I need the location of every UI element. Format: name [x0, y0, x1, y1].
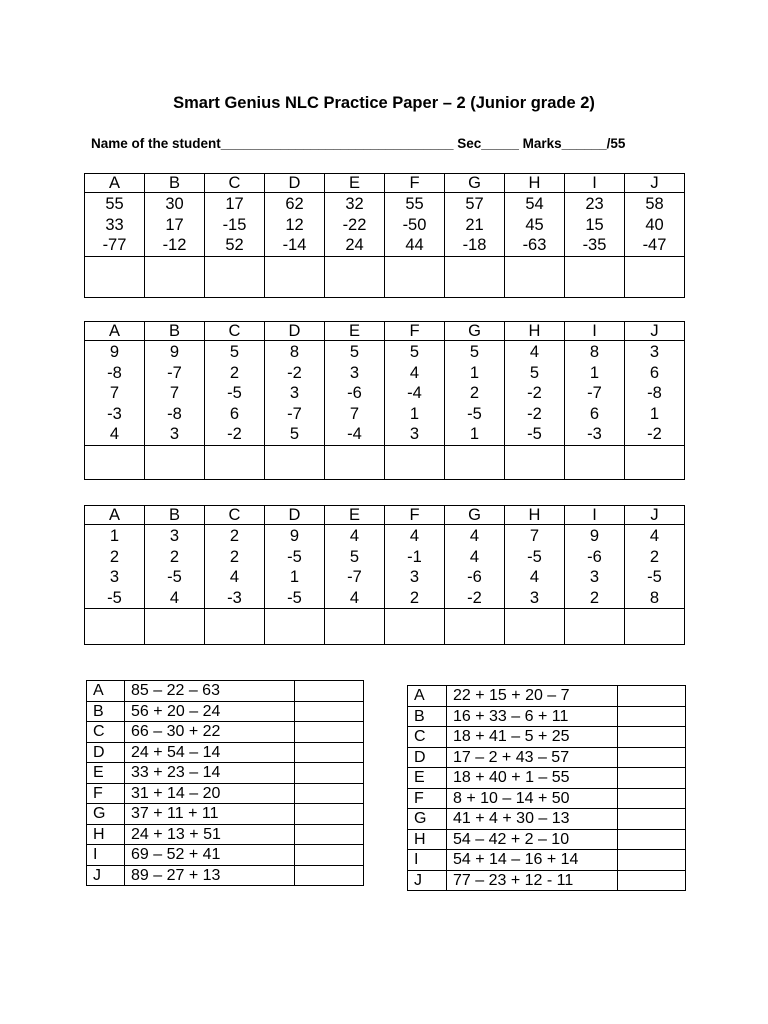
number-value: 4 [529, 343, 540, 361]
column-header: D [265, 174, 325, 193]
number-value: 21 [465, 215, 484, 234]
number-value: -12 [162, 236, 187, 254]
sum-expression: 24 + 54 – 14 [125, 742, 295, 763]
sum-row [87, 701, 364, 722]
sum-label: I [408, 850, 447, 871]
number-value: 45 [525, 215, 544, 234]
number-value: 4 [349, 527, 360, 545]
column-header: A [85, 506, 145, 525]
sum-expression: 17 – 2 + 43 – 57 [447, 747, 618, 768]
number-value: 8 [289, 343, 300, 361]
number-column [505, 341, 565, 446]
sum-answer-box[interactable] [295, 742, 364, 763]
answer-box[interactable] [445, 609, 505, 645]
column-header: F [385, 506, 445, 525]
sum-label: D [408, 747, 447, 768]
column-header: G [445, 506, 505, 525]
number-value: 17 [165, 215, 184, 234]
number-value: 4 [409, 527, 420, 545]
column-header: H [505, 174, 565, 193]
number-column [85, 193, 145, 257]
number-value: 2 [649, 547, 660, 566]
number-value: 1 [649, 404, 660, 423]
answer-box[interactable] [625, 609, 685, 645]
answer-box[interactable] [85, 609, 145, 645]
sum-expression: 16 + 33 – 6 + 11 [447, 706, 618, 727]
number-value: 2 [469, 384, 480, 402]
sum-answer-box[interactable] [295, 865, 364, 886]
sum-answer-box[interactable] [295, 845, 364, 866]
number-value: 3 [169, 527, 180, 545]
number-value: -2 [647, 425, 662, 443]
column-header: D [265, 506, 325, 525]
sum-row [408, 706, 686, 727]
sum-answer-box[interactable] [618, 727, 686, 748]
number-value: -2 [287, 363, 302, 382]
number-value: -6 [587, 547, 602, 566]
number-value: 1 [589, 363, 600, 382]
number-value: -6 [347, 384, 362, 402]
number-value: -3 [227, 588, 242, 607]
answer-box[interactable] [85, 445, 145, 479]
sum-answer-box[interactable] [295, 681, 364, 702]
number-value: 4 [229, 568, 240, 586]
number-value: -1 [407, 547, 422, 566]
sum-expression: 33 + 23 – 14 [125, 763, 295, 784]
sum-answer-box[interactable] [618, 686, 686, 707]
number-value: -77 [102, 236, 127, 254]
sum-answer-box[interactable] [295, 701, 364, 722]
answer-box[interactable] [145, 445, 205, 479]
column-header: F [385, 322, 445, 341]
number-column [325, 193, 385, 257]
number-value: 4 [349, 588, 360, 607]
number-value: 2 [229, 547, 240, 566]
number-value: -3 [587, 425, 602, 443]
page-title: Smart Genius NLC Practice Paper – 2 (Junior grade 2) [173, 94, 595, 112]
answer-box[interactable] [565, 445, 625, 479]
sum-label: B [87, 701, 125, 722]
sum-label: D [87, 742, 125, 763]
sum-label: A [408, 686, 447, 707]
column-header: C [205, 322, 265, 341]
sum-answer-box[interactable] [618, 706, 686, 727]
number-grid-3 [84, 505, 685, 645]
number-value: 2 [109, 547, 120, 566]
number-column [205, 341, 265, 446]
number-value: -2 [527, 404, 542, 423]
sum-row [87, 783, 364, 804]
column-header: J [625, 506, 685, 525]
number-value: 9 [169, 343, 180, 361]
number-column [85, 341, 145, 446]
number-value: 8 [649, 588, 660, 607]
number-column [625, 193, 685, 257]
number-value: 4 [169, 588, 180, 607]
sum-label: B [408, 706, 447, 727]
number-value: 4 [409, 363, 420, 382]
sum-expression: 66 – 30 + 22 [125, 722, 295, 743]
sum-expression: 18 + 41 – 5 + 25 [447, 727, 618, 748]
sum-row [87, 824, 364, 845]
sum-answer-box[interactable] [295, 804, 364, 825]
number-column [445, 525, 505, 609]
column-header: F [385, 174, 445, 193]
sum-row [408, 727, 686, 748]
number-value: 3 [409, 425, 420, 443]
number-column [205, 525, 265, 609]
answer-box[interactable] [385, 609, 445, 645]
sum-expression: 18 + 40 + 1 – 55 [447, 768, 618, 789]
sum-expression: 56 + 20 – 24 [125, 701, 295, 722]
sum-label: I [87, 845, 125, 866]
sum-row [87, 722, 364, 743]
number-column [625, 341, 685, 446]
number-value: 55 [405, 195, 424, 213]
sum-row [408, 870, 686, 891]
sum-label: C [408, 727, 447, 748]
number-value: 1 [409, 404, 420, 423]
answer-box[interactable] [265, 609, 325, 645]
number-value: -5 [287, 547, 302, 566]
number-value: 6 [649, 363, 660, 382]
answer-box[interactable] [85, 256, 145, 297]
number-value: -2 [527, 384, 542, 402]
answer-box[interactable] [385, 445, 445, 479]
number-value: -5 [227, 384, 242, 402]
sum-expression: 8 + 10 – 14 + 50 [447, 788, 618, 809]
number-value: 3 [109, 568, 120, 586]
number-column [85, 525, 145, 609]
column-header: I [565, 322, 625, 341]
number-value: -5 [167, 568, 182, 586]
column-header: E [325, 322, 385, 341]
sum-expression: 85 – 22 – 63 [125, 681, 295, 702]
sum-row [87, 681, 364, 702]
number-value: -7 [167, 363, 182, 382]
sum-expression: 31 + 14 – 20 [125, 783, 295, 804]
number-value: 3 [589, 568, 600, 586]
sum-label: G [87, 804, 125, 825]
number-column [265, 341, 325, 446]
number-value: 7 [109, 384, 120, 402]
number-value: 15 [585, 215, 604, 234]
number-value: 5 [409, 343, 420, 361]
number-value: -15 [222, 215, 247, 234]
number-value: 4 [649, 527, 660, 545]
sum-row [408, 809, 686, 830]
sum-row [87, 845, 364, 866]
number-value: 5 [349, 343, 360, 361]
number-value: -47 [642, 236, 667, 254]
answer-box[interactable] [565, 256, 625, 297]
sum-label: E [87, 763, 125, 784]
sum-label: J [87, 865, 125, 886]
answer-box[interactable] [505, 445, 565, 479]
answer-box[interactable] [505, 256, 565, 297]
number-value: -7 [347, 568, 362, 586]
column-header: I [565, 174, 625, 193]
number-value: 7 [349, 404, 360, 423]
sum-answer-box[interactable] [618, 809, 686, 830]
number-value: 2 [169, 547, 180, 566]
number-value: -8 [647, 384, 662, 402]
column-header: D [265, 322, 325, 341]
sum-expression: 22 + 15 + 20 – 7 [447, 686, 618, 707]
student-info-line: Name of the student_______________________________ Sec_____ Marks______/55 [91, 136, 626, 151]
column-header: H [505, 506, 565, 525]
number-column [145, 525, 205, 609]
answer-box[interactable] [325, 609, 385, 645]
number-value: 23 [585, 195, 604, 213]
number-value: 5 [289, 425, 300, 443]
number-value: -4 [347, 425, 362, 443]
number-value: 5 [229, 343, 240, 361]
answer-box[interactable] [565, 609, 625, 645]
sum-row [87, 742, 364, 763]
number-value: 1 [289, 568, 300, 586]
number-value: -50 [402, 215, 427, 234]
answer-box[interactable] [325, 445, 385, 479]
number-value: -7 [587, 384, 602, 402]
number-value: -7 [287, 404, 302, 423]
column-header: B [145, 174, 205, 193]
number-column [625, 525, 685, 609]
sum-row [87, 763, 364, 784]
sums-table-left [86, 680, 364, 886]
sum-row [408, 850, 686, 871]
number-column [565, 525, 625, 609]
number-value: -2 [227, 425, 242, 443]
sum-answer-box[interactable] [295, 783, 364, 804]
number-value: -5 [287, 588, 302, 607]
sum-row [408, 788, 686, 809]
number-value: 55 [105, 195, 124, 213]
number-value: 1 [469, 363, 480, 382]
answer-box[interactable] [205, 445, 265, 479]
column-header: E [325, 506, 385, 525]
sum-expression: 54 – 42 + 2 – 10 [447, 829, 618, 850]
number-column [505, 525, 565, 609]
number-value: 5 [529, 363, 540, 382]
number-value: 4 [529, 568, 540, 586]
sum-expression: 54 + 14 – 16 + 14 [447, 850, 618, 871]
sum-row [408, 768, 686, 789]
sum-row [408, 686, 686, 707]
number-value: 1 [469, 425, 480, 443]
number-value: 58 [645, 195, 664, 213]
number-value: 3 [409, 568, 420, 586]
number-value: 57 [465, 195, 484, 213]
number-value: 62 [285, 195, 304, 213]
answer-box[interactable] [505, 609, 565, 645]
number-value: 3 [289, 384, 300, 402]
sums-table-right [407, 685, 686, 891]
sum-answer-box[interactable] [618, 768, 686, 789]
column-header: I [565, 506, 625, 525]
number-column [265, 193, 325, 257]
number-value: -3 [107, 404, 122, 423]
number-column [445, 193, 505, 257]
number-value: 7 [169, 384, 180, 402]
number-value: 2 [229, 527, 240, 545]
number-value: 3 [349, 363, 360, 382]
number-column [145, 341, 205, 446]
number-column [205, 193, 265, 257]
sum-answer-box[interactable] [618, 788, 686, 809]
number-column [325, 341, 385, 446]
number-column [265, 525, 325, 609]
sum-expression: 24 + 13 + 51 [125, 824, 295, 845]
answer-box[interactable] [325, 256, 385, 297]
answer-box[interactable] [145, 256, 205, 297]
number-value: -5 [527, 425, 542, 443]
column-header: E [325, 174, 385, 193]
sum-label: E [408, 768, 447, 789]
column-header: A [85, 174, 145, 193]
column-header: J [625, 174, 685, 193]
number-column [385, 525, 445, 609]
number-value: 33 [105, 215, 124, 234]
answer-box[interactable] [205, 609, 265, 645]
number-column [565, 341, 625, 446]
sum-expression: 89 – 27 + 13 [125, 865, 295, 886]
sum-answer-box[interactable] [295, 722, 364, 743]
number-value: 12 [285, 215, 304, 234]
number-column [325, 525, 385, 609]
number-value: 2 [229, 363, 240, 382]
sum-label: A [87, 681, 125, 702]
column-header: A [85, 322, 145, 341]
number-value: 40 [645, 215, 664, 234]
answer-box[interactable] [265, 445, 325, 479]
number-column [385, 341, 445, 446]
number-value: -18 [462, 236, 487, 254]
number-value: 24 [345, 236, 364, 254]
column-header: C [205, 174, 265, 193]
number-column [145, 193, 205, 257]
sum-answer-box[interactable] [618, 850, 686, 871]
sum-label: J [408, 870, 447, 891]
sum-label: C [87, 722, 125, 743]
number-value: -4 [407, 384, 422, 402]
answer-box[interactable] [145, 609, 205, 645]
number-value: 5 [469, 343, 480, 361]
number-value: -5 [527, 547, 542, 566]
answer-box[interactable] [445, 445, 505, 479]
sum-label: H [87, 824, 125, 845]
number-value: 6 [589, 404, 600, 423]
sum-expression: 77 – 23 + 12 - 11 [447, 870, 618, 891]
column-header: J [625, 322, 685, 341]
answer-box[interactable] [205, 256, 265, 297]
sum-answer-box[interactable] [295, 824, 364, 845]
sum-row [87, 865, 364, 886]
sum-expression: 69 – 52 + 41 [125, 845, 295, 866]
number-value: -63 [522, 236, 547, 254]
number-value: 52 [225, 236, 244, 254]
number-value: 1 [109, 527, 120, 545]
sum-expression: 41 + 4 + 30 – 13 [447, 809, 618, 830]
number-value: 32 [345, 195, 364, 213]
sum-answer-box[interactable] [618, 829, 686, 850]
answer-box[interactable] [625, 445, 685, 479]
number-value: 9 [289, 527, 300, 545]
number-column [445, 341, 505, 446]
answer-box[interactable] [385, 256, 445, 297]
number-value: 4 [109, 425, 120, 443]
number-value: 3 [529, 588, 540, 607]
number-value: 3 [169, 425, 180, 443]
number-value: 9 [109, 343, 120, 361]
number-value: -35 [582, 236, 607, 254]
number-grid-1 [84, 173, 685, 298]
number-value: -22 [342, 215, 367, 234]
number-value: 2 [409, 588, 420, 607]
sum-row [408, 747, 686, 768]
number-value: -8 [167, 404, 182, 423]
sum-label: G [408, 809, 447, 830]
answer-box[interactable] [445, 256, 505, 297]
number-value: -6 [467, 568, 482, 586]
number-value: 2 [589, 588, 600, 607]
number-value: 8 [589, 343, 600, 361]
number-column [565, 193, 625, 257]
column-header: C [205, 506, 265, 525]
number-value: 4 [469, 527, 480, 545]
number-grid-2 [84, 321, 685, 480]
number-value: 6 [229, 404, 240, 423]
sum-row [87, 804, 364, 825]
column-header: G [445, 174, 505, 193]
answer-box[interactable] [625, 256, 685, 297]
number-value: 7 [529, 527, 540, 545]
number-value: -5 [647, 568, 662, 586]
number-value: -8 [107, 363, 122, 382]
column-header: H [505, 322, 565, 341]
sum-answer-box[interactable] [618, 747, 686, 768]
number-value: 30 [165, 195, 184, 213]
number-value: -5 [467, 404, 482, 423]
sum-label: F [408, 788, 447, 809]
column-header: B [145, 322, 205, 341]
answer-box[interactable] [265, 256, 325, 297]
number-value: 54 [525, 195, 544, 213]
number-column [505, 193, 565, 257]
number-value: -5 [107, 588, 122, 607]
column-header: B [145, 506, 205, 525]
sum-row [408, 829, 686, 850]
sum-answer-box[interactable] [295, 763, 364, 784]
sum-label: F [87, 783, 125, 804]
number-value: -14 [282, 236, 307, 254]
sum-answer-box[interactable] [618, 870, 686, 891]
number-column [385, 193, 445, 257]
number-value: 17 [225, 195, 244, 213]
number-value: -2 [467, 588, 482, 607]
sum-expression: 37 + 11 + 11 [125, 804, 295, 825]
number-value: 4 [469, 547, 480, 566]
number-value: 5 [349, 547, 360, 566]
number-value: 9 [589, 527, 600, 545]
number-value: 44 [405, 236, 424, 254]
sum-label: H [408, 829, 447, 850]
column-header: G [445, 322, 505, 341]
number-value: 3 [649, 343, 660, 361]
